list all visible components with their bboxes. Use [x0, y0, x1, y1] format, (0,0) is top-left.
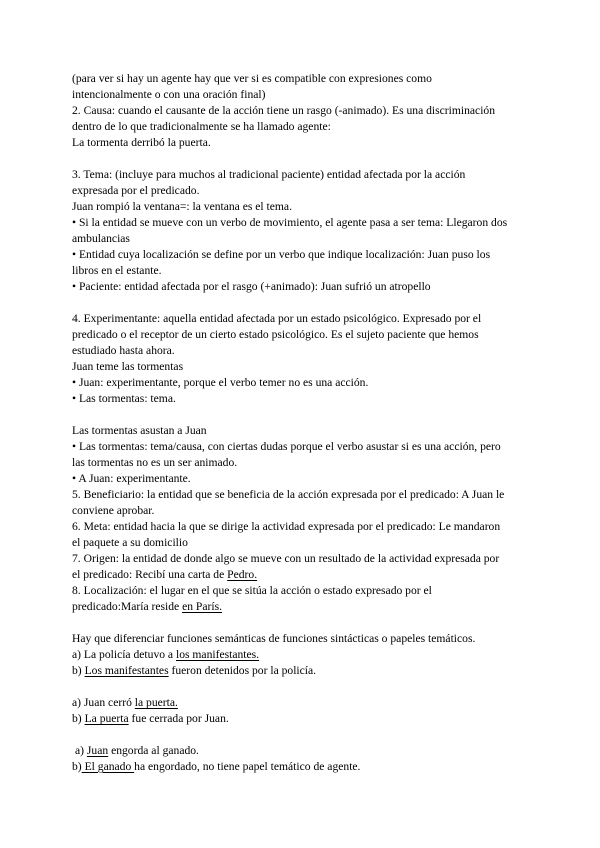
text-line: conviene aprobar.: [72, 504, 155, 517]
text-run: engorda al ganado.: [108, 744, 199, 757]
text-run: b): [72, 760, 82, 773]
text-line: • A Juan: experimentante.: [72, 472, 191, 485]
text-run: b): [72, 664, 85, 677]
paragraph-gap: [72, 727, 560, 743]
text-run: a) Juan cerró: [72, 696, 135, 709]
paragraph-gap: [72, 407, 560, 423]
text-line: 4. Experimentante: aquella entidad afectada por un estado psicológico. Expresado por el: [72, 312, 482, 325]
text-line: 7. Origen: la entidad de donde algo se mueve con un resultado de la actividad expresada por: [72, 552, 500, 565]
text-run: fueron detenidos por la policía.: [168, 664, 317, 677]
text-line: [72, 567, 560, 583]
underlined-text: los manifestantes.: [175, 648, 260, 661]
text-line: libros en el estante.: [72, 264, 162, 277]
text-line: Hay que diferenciar funciones semánticas de funciones sintácticas o papeles temáticos.: [72, 632, 476, 645]
text-line: • Entidad cuya localización se define por un verbo que indique localización: Juan puso los: [72, 248, 491, 261]
text-line: [72, 711, 560, 727]
text-line: Juan teme las tormentas: [72, 360, 184, 373]
underlined-text: Juan: [86, 744, 109, 757]
text-line: 8. Localización: el lugar en el que se sitúa la acción o estado expresado por el: [72, 584, 432, 597]
text-line: 5. Beneficiario: la entidad que se beneficia de la acción expresada por el predicado: A Juan le: [72, 488, 505, 501]
text-line: 2. Causa: cuando el causante de la acción tiene un rasgo (-animado). Es una discriminación: [72, 104, 496, 117]
paragraph-gap: [72, 615, 560, 631]
paragraph-gap: [72, 295, 560, 311]
text-line: [72, 663, 560, 679]
text-run: ha engordado, no tiene papel temático de agente.: [134, 760, 361, 773]
text-run: fue cerrada por Juan.: [128, 712, 229, 725]
underlined-text: El ganado: [81, 760, 135, 773]
text-line: predicado o el receptor de un cierto estado psicológico. Es el sujeto paciente que hemos: [72, 328, 479, 341]
text-run: a) La policía detuvo a: [72, 648, 176, 661]
text-line: (para ver si hay un agente hay que ver si es compatible con expresiones como: [72, 72, 432, 85]
text-line: estudiado hasta ahora.: [72, 344, 175, 357]
text-run: el predicado: Recibí una carta de: [72, 568, 228, 581]
underlined-text: la puerta.: [134, 696, 178, 709]
text-line: La tormenta derribó la puerta.: [72, 136, 211, 149]
text-run: a): [75, 744, 87, 757]
text-line: • Paciente: entidad afectada por el rasgo (+animado): Juan sufrió un atropello: [72, 280, 431, 293]
text-line: • Las tormentas: tema.: [72, 392, 176, 405]
text-line: [72, 759, 560, 775]
paragraph-gap: [72, 151, 560, 167]
text-line: • Juan: experimentante, porque el verbo temer no es una acción.: [72, 376, 369, 389]
text-run: b): [72, 712, 85, 725]
text-line: Juan rompió la ventana=: la ventana es el tema.: [72, 200, 292, 213]
text-line: • Las tormentas: tema/causa, con ciertas dudas porque el verbo asustar si es una acción, pero: [72, 440, 501, 453]
text-line: 3. Tema: (incluye para muchos al tradicional paciente) entidad afectada por la acción: [72, 168, 466, 181]
text-line: [72, 647, 560, 663]
text-line: intencionalmente o con una oración final): [72, 88, 266, 101]
text-run: predicado:María reside: [72, 600, 183, 613]
underlined-text: Los manifestantes: [84, 664, 169, 677]
text-line: Las tormentas asustan a Juan: [72, 424, 207, 437]
text-line: dentro de lo que tradicionalmente se ha llamado agente:: [72, 120, 331, 133]
text-line: 6. Meta: entidad hacia la que se dirige la actividad expresada por el predicado: Le mandaron: [72, 520, 501, 533]
text-line: [72, 599, 560, 615]
underlined-text: La puerta: [84, 712, 129, 725]
text-line: expresada por el predicado.: [72, 184, 200, 197]
text-line: [72, 743, 560, 759]
underlined-text: en París.: [182, 600, 223, 613]
paragraph-gap: [72, 679, 560, 695]
underlined-text: Pedro.: [227, 568, 258, 581]
text-line: las tormentas no es un ser animado.: [72, 456, 238, 469]
text-line: ambulancias: [72, 232, 130, 245]
text-line: • Si la entidad se mueve con un verbo de movimiento, el agente pasa a ser tema: Llegaron dos: [72, 216, 508, 229]
text-line: [72, 695, 560, 711]
text-line: el paquete a su domicilio: [72, 536, 188, 549]
